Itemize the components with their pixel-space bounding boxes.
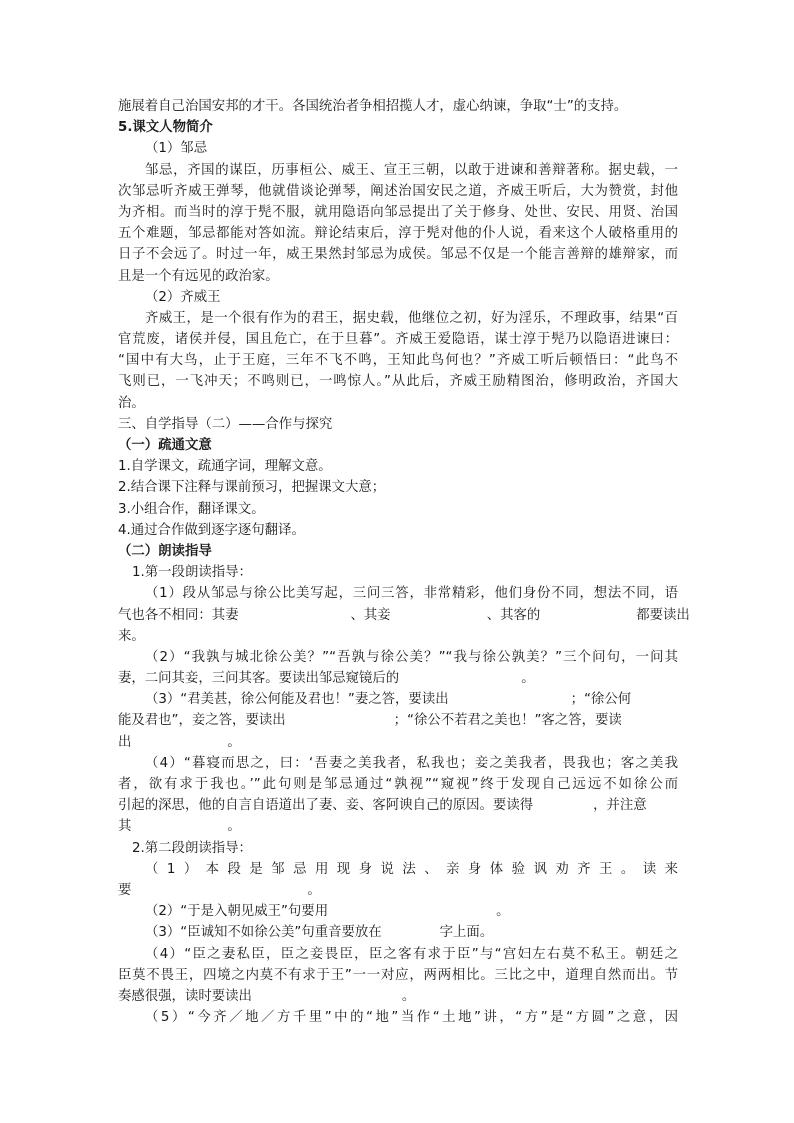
text-line: 齐威王，是一个很有作为的君王，据史载，他继位之初，好为淫乐，不理政事，结果“百 (145, 310, 678, 326)
text-line: （1）段从邹忌与徐公比美写起，三问三答，非常精彩，他们身份不同，想法不同，语 (145, 586, 678, 602)
list-item: 1.自学课文，疏通字词，理解文意。 (118, 459, 332, 475)
text-segment: 气也各不相同：其妻 (118, 607, 239, 623)
text-line: 1.第一段朗读指导： (132, 565, 252, 581)
text-line: 施展着自己治国安邦的才干。各国统治者争相招揽人才，虚心纳谏，争取“士”的支持。 (118, 99, 628, 114)
text-line: 次邹忌听齐威王弹琴，他就借谈论弹琴，阐述治国安民之道，齐威王听后，大为赞赏，封他 (118, 183, 678, 199)
text-line: 五个难题，邹忌都能对答如流。辩论结束后，淳于髡对他的仆人说，看来这个人破格重用的 (118, 226, 678, 242)
text-line (118, 668, 678, 689)
text-segment: ，并注意 (593, 798, 647, 814)
text-line: 日子不会远了。时过一年，威王果然封邹忌为成侯。邹忌不仅是一个能言善辩的雄辩家，而 (118, 247, 678, 263)
text-segment: 、其客的 (486, 607, 541, 623)
text-line: 官荒废，诸侯并侵，国且危亡，在于旦暮”。齐威王爱隐语，谋士淳于髡乃以隐语进谏曰： (118, 332, 678, 348)
text-line: （4）“臣之妻私臣，臣之妾畏臣，臣之客有求于臣”与“宫妇左右莫不私王。朝廷之 (145, 946, 678, 962)
text-segment: 。 (401, 988, 416, 1004)
text-segment: 出 (118, 734, 132, 750)
subsection-heading: （一）疏通文意 (118, 438, 212, 453)
section-heading: 5.课文人物简介 (118, 120, 213, 136)
text-line: （1）本段是邹忌用现身说法、亲身体验讽劝齐王。读来 (145, 861, 678, 877)
text-line (118, 922, 678, 943)
text-segment: 字上面。 (439, 925, 494, 941)
text-segment: （2）“于是入朝见威王”句要用 (145, 904, 329, 920)
text-line: 来。 (118, 628, 145, 644)
text-line: 2.第二段朗读指导： (132, 840, 252, 856)
text-segment: 、其妾 (350, 607, 391, 623)
text-line (118, 710, 678, 731)
text-segment: （3）“臣诚知不如徐公美”句重音要放在 (145, 925, 382, 941)
text-line: （5）“今齐／地／方千里”中的“地”当作“土地”讲，“方”是“方圆”之意，因 (145, 1010, 678, 1026)
text-line: 者，欲有求于我也。’”此句则是邹忌通过“孰视”“窥视”终于发现自己远远不如徐公而 (118, 777, 678, 792)
text-segment: 。 (227, 819, 241, 835)
text-segment: 奏感很强，读时要读出 (118, 988, 252, 1004)
text-line (118, 689, 678, 710)
text-segment: 要 (118, 882, 132, 898)
text-segment: 。 (496, 904, 510, 920)
text-segment: 。 (227, 734, 241, 750)
list-item: 2.结合课下注释与课前预习，把握课文大意； (118, 480, 386, 496)
list-item: 3.小组合作，翻译课文。 (118, 501, 265, 517)
text-line (118, 986, 678, 1007)
text-line: （2）“我孰与城北徐公美？”“吾孰与徐公美？”“我与徐公孰美？”三个问句，一问其 (145, 649, 678, 665)
subsection-heading: （1）邹忌 (145, 141, 208, 157)
text-line (118, 816, 678, 837)
text-segment: 引起的深思，他的自言自语道出了妻、妾、客阿谀自己的原因。要读得 (118, 798, 534, 814)
list-item: 4.通过合作做到逐字逐句翻译。 (118, 522, 305, 538)
document-body (118, 96, 690, 1028)
text-line: 为齐相。而当时的淳于髡不服，就用隐语向邹忌提出了关于修身、处世、安民、用贤、治国 (118, 204, 678, 220)
text-segment: 。 (307, 882, 321, 898)
text-segment: 能及君也”，妾之答，要读出 (118, 713, 286, 729)
text-line: “国中有大鸟，止于王庭，三年不飞不鸣，王知此鸟何也？”齐威工听后顿悟曰：“此鸟不 (118, 353, 678, 369)
text-line: 臣莫不畏王，四境之内莫不有求于王”一一对应，两两相比。三比之中，道理自然而出。节 (118, 967, 678, 983)
text-segment: 。 (521, 671, 535, 687)
text-line (118, 901, 678, 922)
text-segment: 妻，二问其妾，三问其客。要读出邹忌窥镜后的 (118, 671, 400, 687)
subsection-heading: （二）朗读指导 (118, 543, 212, 559)
text-line (118, 880, 678, 901)
text-segment: 其 (118, 819, 132, 835)
text-line: 邹忌，齐国的谋臣，历事桓公、威王、宣王三朝，以敢于进谏和善辩著称。据史载，一 (145, 162, 678, 178)
text-segment: ；“徐公何 (570, 692, 632, 708)
text-segment: 都要读出 (636, 607, 690, 623)
text-line: 且是一个有远见的政治家。 (118, 268, 279, 284)
text-line (118, 795, 678, 816)
text-line (118, 605, 690, 626)
section-heading: 三、自学指导（二）——合作与探究 (118, 416, 333, 432)
text-segment: ；“徐公不若君之美也！”客之答，要读 (393, 713, 622, 729)
subsection-heading: （2）齐威王 (145, 289, 221, 305)
text-line (118, 732, 678, 753)
text-line: （4）“暮寝而思之，曰：‘吾妻之美我者，私我也；妾之美我者，畏我也；客之美我 (145, 755, 678, 771)
text-line: 飞则已，一飞冲天；不鸣则已，一鸣惊人。”从此后，齐威王励精图治，修明政治，齐国大 (118, 374, 678, 390)
text-segment: （3）“君美甚，徐公何能及君也！”妻之答，要读出 (145, 692, 449, 708)
text-line: 治。 (118, 395, 145, 411)
